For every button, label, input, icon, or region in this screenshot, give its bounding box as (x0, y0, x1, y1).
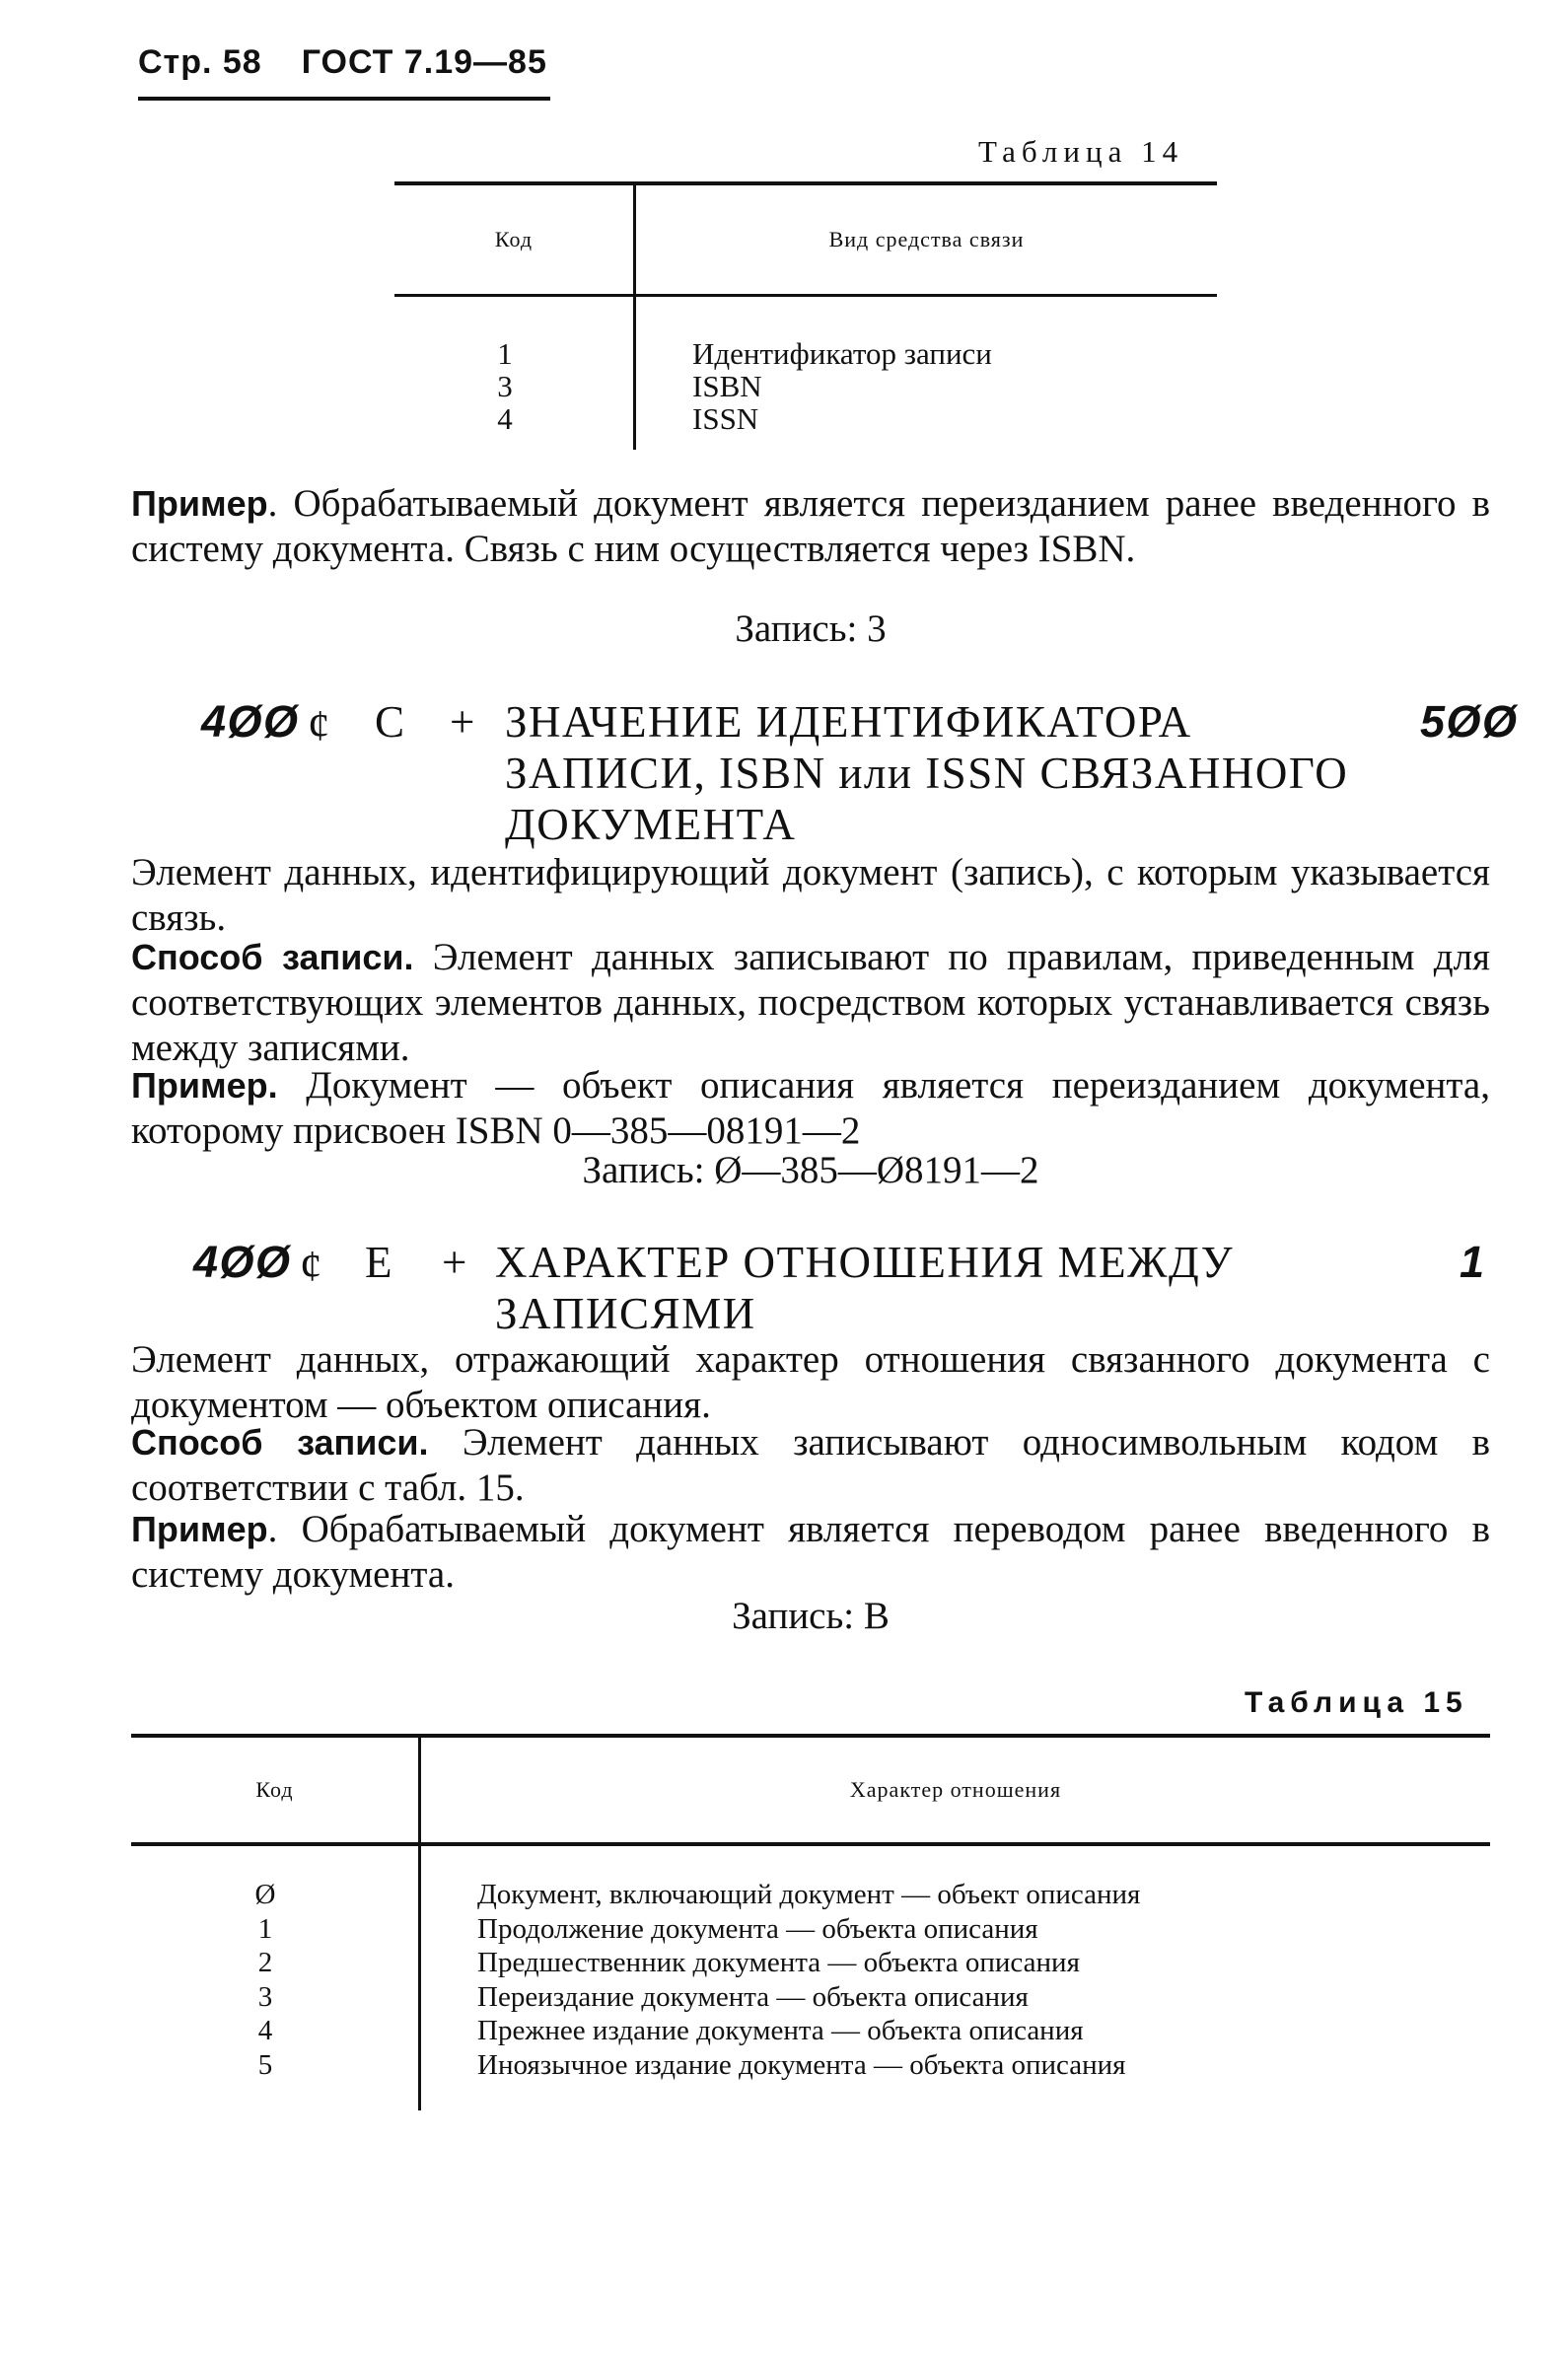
example1-paragraph (131, 481, 1490, 572)
element-e-length: 1 (1460, 1237, 1486, 1287)
element-c-method (131, 935, 1490, 1071)
table15-desc-column (477, 1878, 1483, 2082)
element-c-method-label: Способ записи. (131, 937, 414, 977)
table-row-code: 3 (257, 1980, 273, 2013)
table14-column-divider (633, 185, 636, 450)
element-c-record: Запись: Ø—385—Ø8191—2 (582, 1149, 1039, 1191)
element-c-code: С (375, 697, 406, 747)
element-e-code: Е (365, 1238, 393, 1287)
element-e-method-text: Элемент данных записывают односимвольным кодом в соответствии с табл. 15. (131, 1421, 1490, 1509)
table-row-desc: Предшественник документа — объекта описания (477, 1947, 1080, 1978)
table-row-desc: ISBN (692, 369, 762, 403)
table-row-code: 5 (257, 2048, 273, 2081)
element-c-example (131, 1063, 1490, 1154)
element-c-title-line1: ЗНАЧЕНИЕ ИДЕНТИФИКАТОРА (505, 697, 1192, 747)
header-rule (138, 97, 550, 101)
table-row-desc: Документ, включающий документ — объект описания (477, 1879, 1141, 1910)
table14-header-code: Код (494, 227, 534, 251)
table-row-desc: Прежнее издание документа — объекта описания (477, 2015, 1084, 2046)
table-row-desc: Переиздание документа — объекта описания (477, 1980, 1029, 2013)
table-row-code: 3 (497, 369, 513, 403)
table14-code-column (394, 337, 615, 435)
example1-label: Пример (131, 483, 268, 524)
element-c-description: Элемент данных, идентифицирующий документ (запись), с которым указывается связь. (131, 851, 1490, 939)
table15-header-code: Код (255, 1777, 294, 1802)
table15-top-rule (131, 1734, 1490, 1738)
table15-header-rule (131, 1842, 1490, 1846)
element-e-record: Запись: В (732, 1595, 890, 1637)
table-row-desc: Иноязычное издание документа — объекта описания (477, 2048, 1126, 2081)
standard-number: ГОСТ 7.19—85 (301, 43, 547, 81)
table-row-desc: ISSN (692, 401, 759, 436)
page-number: Стр. 58 (138, 43, 262, 81)
table-row-code: 4 (497, 401, 513, 436)
table14-top-rule (394, 181, 1217, 185)
table14-header-desc: Вид средства связи (828, 227, 1025, 251)
element-c-tag: 4ØØ (201, 696, 300, 747)
table14-header-rule (394, 294, 1217, 297)
element-e-indicator: ȼ (300, 1242, 323, 1291)
element-c-title-line2: ЗАПИСИ, ISBN или ISSN СВЯЗАННОГО (505, 749, 1349, 798)
element-c-length: 5ØØ (1420, 696, 1519, 747)
element-c-indicator: ȼ (308, 701, 331, 750)
page-header (138, 43, 547, 82)
table14-desc-column (692, 337, 1205, 435)
element-c-example-text: Документ — объект описания является переизданием документа, которому присвоен ISBN 0—385—08191—2 (131, 1064, 1490, 1152)
element-e-tag: 4ØØ (193, 1237, 292, 1287)
element-c-method-text: Элемент данных записывают по правилам, приведенным для соответствующих элементов данных, посредством которых устанавливается связь между записями. (131, 936, 1490, 1069)
table15-header-desc: Характер отношения (849, 1777, 1062, 1802)
table-row-code: 2 (257, 1947, 273, 1978)
element-c-example-label: Пример. (131, 1065, 278, 1106)
element-c-plus: + (450, 697, 476, 747)
table15-caption: Таблица 15 (1245, 1686, 1468, 1719)
element-e-description: Элемент данных, отражающий характер отношения связанного документа с документом — объектом описания. (131, 1338, 1490, 1426)
table-row-desc: Идентификатор записи (692, 336, 992, 371)
element-e-title-line2: ЗАПИСЯМИ (495, 1289, 756, 1338)
element-e-method-label: Способ записи. (131, 1422, 429, 1463)
example1-record: Запись: 3 (735, 607, 887, 650)
table-row-code: Ø (254, 1879, 276, 1910)
element-e-example-text: . Обрабатываемый документ является переводом ранее введенного в систему документа. (131, 1508, 1490, 1596)
table-row-code: 1 (257, 1912, 273, 1945)
table-row-desc: Продолжение документа — объекта описания (477, 1912, 1038, 1945)
element-c-title-line3: ДОКУМЕНТА (505, 800, 797, 849)
element-e-example (131, 1507, 1490, 1598)
element-e-example-label: Пример (131, 1509, 268, 1549)
element-e-method (131, 1420, 1490, 1511)
element-e-plus: + (442, 1238, 468, 1287)
table15-code-column (131, 1878, 399, 2082)
table-row-code: 1 (497, 336, 513, 371)
element-e-title-line1: ХАРАКТЕР ОТНОШЕНИЯ МЕЖДУ (495, 1238, 1235, 1287)
table14-caption: Таблица 14 (978, 134, 1184, 169)
example1-text: . Обрабатываемый документ является переизданием ранее введенного в систему документа. Связь с ним осуществляется через ISBN. (131, 482, 1490, 570)
table-row-code: 4 (257, 2015, 273, 2046)
